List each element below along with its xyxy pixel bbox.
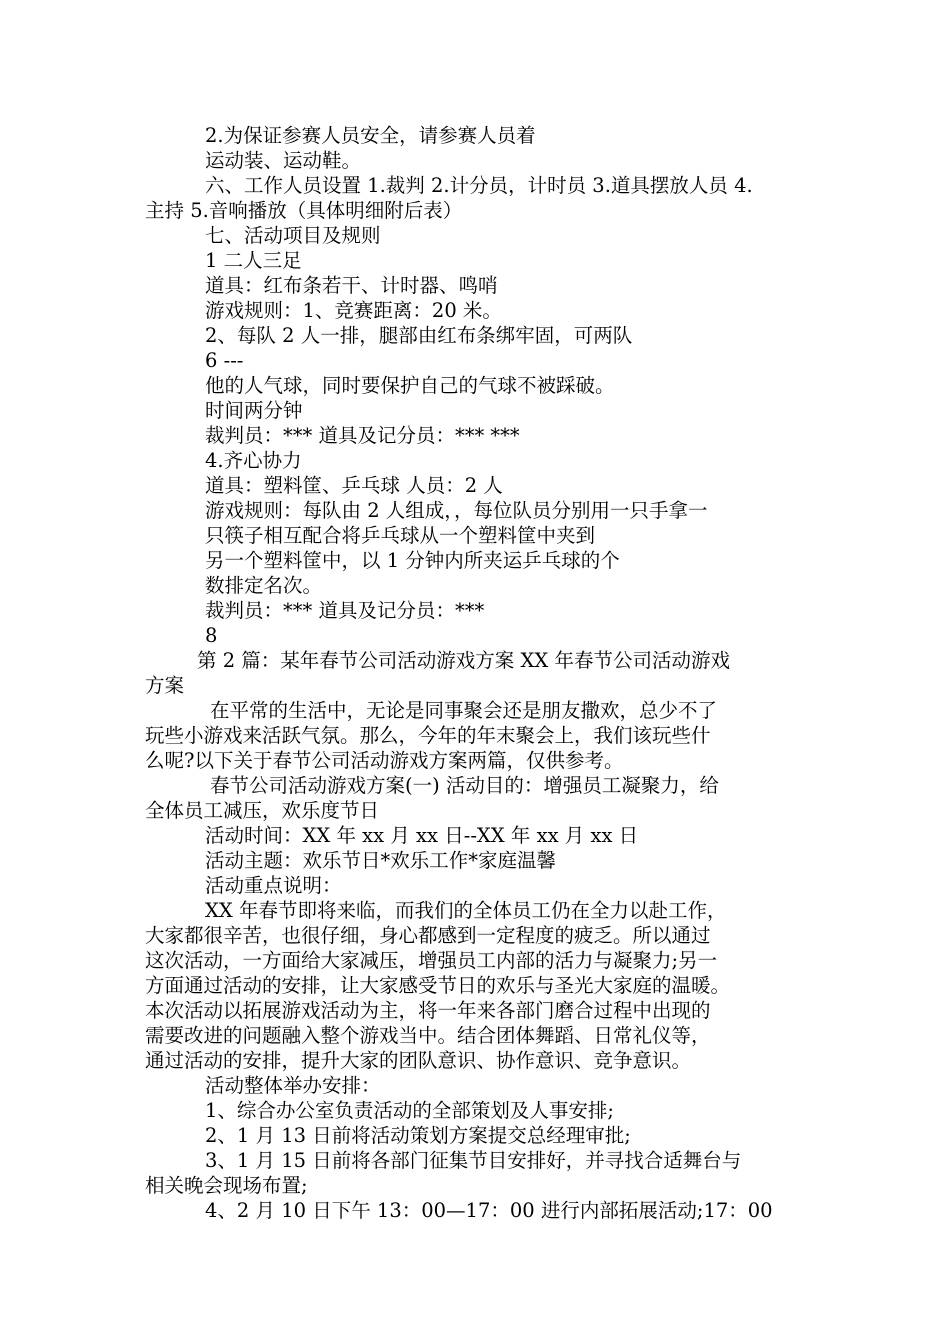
text-line: 裁判员：*** 道具及记分员：*** *** bbox=[205, 424, 520, 447]
text-line: 么呢?以下关于春节公司活动游戏方案两篇，仅供参考。 bbox=[145, 749, 624, 772]
text-line: 数排定名次。 bbox=[205, 574, 323, 597]
text-line: 主持 5.音响播放（具体明细附后表） bbox=[145, 199, 463, 222]
text-line: 只筷子相互配合将乒乓球从一个塑料筐中夹到 bbox=[205, 524, 596, 547]
text-line: 活动整体举办安排： bbox=[205, 1074, 381, 1097]
list-item: 1、综合办公室负责活动的全部策划及人事安排; bbox=[205, 1099, 614, 1122]
text-line: 需要改进的问题融入整个游戏当中。结合团体舞蹈、日常礼仪等， bbox=[145, 1024, 711, 1047]
text-line: 方面通过活动的安排，让大家感受节日的欢乐与圣光大家庭的温暖。 bbox=[145, 974, 731, 997]
text-line: 运动装、运动鞋。 bbox=[205, 149, 362, 172]
text-line: 活动重点说明： bbox=[205, 874, 342, 897]
text-line: 本次活动以拓展游戏活动为主，将一年来各部门磨合过程中出现的 bbox=[145, 999, 711, 1022]
text-line: XX 年春节即将来临，而我们的全体员工仍在全力以赴工作， bbox=[205, 899, 727, 922]
text-line: 道具：塑料筐、乒乓球 人员：2 人 bbox=[205, 474, 503, 497]
text-line: 这次活动，一方面给大家减压，增强员工内部的活力与凝聚力;另一 bbox=[145, 949, 718, 972]
list-item: 2、1 月 13 日前将活动策划方案提交总经理审批; bbox=[205, 1124, 631, 1147]
text-line: 全体员工减压，欢乐度节日 bbox=[145, 799, 380, 822]
chapter-heading: 方案 bbox=[145, 674, 185, 697]
text-line: 大家都很辛苦，也很仔细，身心都感到一定程度的疲乏。所以通过 bbox=[145, 924, 711, 947]
list-item: 4、2 月 10 日下午 13：00—17：00 进行内部拓展活动;17：00 bbox=[205, 1199, 773, 1222]
text-line: 春节公司活动游戏方案(一) 活动目的：增强员工凝聚力，给 bbox=[210, 774, 719, 797]
text-line: 2.为保证参赛人员安全，请参赛人员着 bbox=[205, 124, 536, 147]
text-line: 活动主题：欢乐节日*欢乐工作*家庭温馨 bbox=[205, 849, 557, 872]
text-line: 游戏规则：1、竞赛距离：20 米。 bbox=[205, 299, 502, 322]
text-line: 相关晚会现场布置; bbox=[145, 1174, 308, 1197]
text-line: 他的人气球，同时要保护自己的气球不被踩破。 bbox=[205, 374, 615, 397]
page-marker: 6 --- bbox=[205, 349, 244, 372]
text-line: 通过活动的安排，提升大家的团队意识、协作意识、竞争意识。 bbox=[145, 1049, 692, 1072]
text-line: 游戏规则：每队由 2 人组成，，每位队员分别用一只手拿一 bbox=[205, 499, 708, 522]
text-line: 在平常的生活中，无论是同事聚会还是朋友撒欢，总少不了 bbox=[210, 699, 718, 722]
text-line: 裁判员：*** 道具及记分员：*** bbox=[205, 599, 485, 622]
page-marker: 8 bbox=[205, 624, 218, 647]
text-line: 2、每队 2 人一排，腿部由红布条绑牢固，可两队 bbox=[205, 324, 633, 347]
list-item: 3、1 月 15 日前将各部门征集节目安排好，并寻找合适舞台与 bbox=[205, 1149, 742, 1172]
text-line: 4.齐心协力 bbox=[205, 449, 302, 472]
section-heading: 七、活动项目及规则 bbox=[205, 224, 381, 247]
chapter-heading: 第 2 篇：某年春节公司活动游戏方案 XX 年春节公司活动游戏 bbox=[197, 649, 730, 672]
text-line: 六、工作人员设置 1.裁判 2.计分员，计时员 3.道具摆放人员 4. bbox=[205, 174, 753, 197]
text-line: 道具：红布条若干、计时器、鸣哨 bbox=[205, 274, 498, 297]
text-line: 时间两分钟 bbox=[205, 399, 303, 422]
text-line: 玩些小游戏来活跃气氛。那么，今年的年末聚会上，我们该玩些什 bbox=[145, 724, 711, 747]
text-line: 活动时间：XX 年 xx 月 xx 日--XX 年 xx 月 xx 日 bbox=[205, 824, 639, 847]
text-line: 另一个塑料筐中，以 1 分钟内所夹运乒乓球的个 bbox=[205, 549, 620, 572]
text-line: 1 二人三足 bbox=[205, 249, 302, 272]
